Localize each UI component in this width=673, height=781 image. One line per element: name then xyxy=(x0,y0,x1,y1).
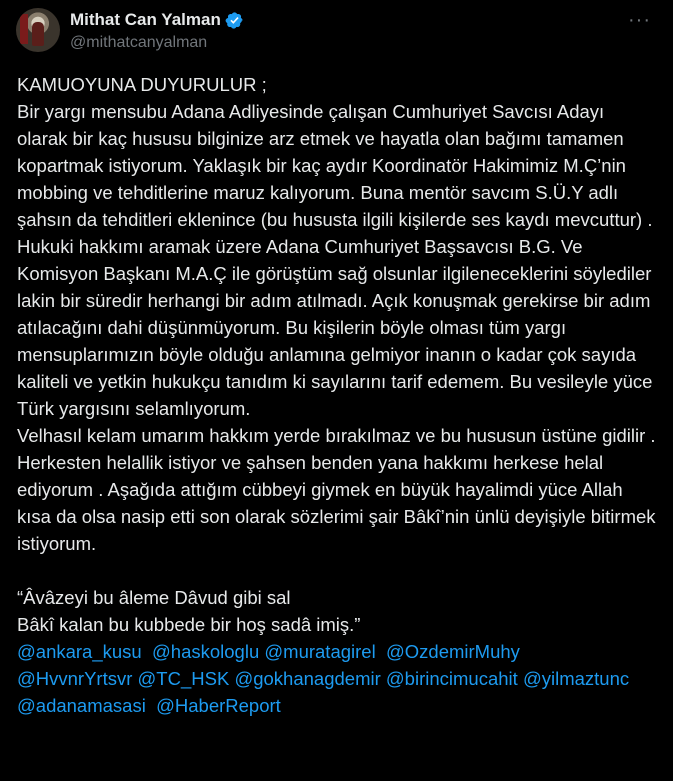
tweet-paragraph: Herkesten helallik istiyor ve şahsen benden yana hakkımı herkese helal ediyorum . Aşağıda attığım cübbeyi giymek en büyük hayalimdi yüce Allah kısa da olsa nasip etti son olarak sözlerimi şair Bâkî’nin ünlü deyişiyle bitirmek istiyorum. xyxy=(17,452,656,554)
mention-link[interactable]: @ankara_kusu xyxy=(17,641,142,662)
quote-line: “Âvâzeyi bu âleme Dâvud gibi sal xyxy=(17,587,291,608)
tweet-header xyxy=(0,0,673,64)
mention-link[interactable]: @adanamasasi xyxy=(17,695,146,716)
mention-link[interactable]: @yilmaztunc xyxy=(522,668,630,689)
mention-link[interactable]: @TC_HSK xyxy=(137,668,230,689)
mention-link[interactable]: @OzdemirMuhy xyxy=(385,641,520,662)
mention-link[interactable]: @HaberReport xyxy=(156,695,281,716)
avatar-flag-shape xyxy=(20,14,28,44)
mentions-line xyxy=(17,638,657,665)
paragraph-gap xyxy=(17,557,657,584)
more-horizontal-icon[interactable]: ··· xyxy=(628,9,651,31)
tweet-paragraph: Bir yargı mensubu Adana Adliyesinde çalışan Cumhuriyet Savcısı Adayı olarak bir kaç hususu bilginize arz etmek ve hayatla olan bağımı tamamen kopartmak istiyorum. Yaklaşık bir kaç aydır Koordinatör Hakimimiz M.Ç’nin mobbing ve tehditlerine maruz kalıyorum. Buna mentör savcım S.Ü.Y adlı şahsın da tehditleri eklenince (bu hususta ilgili kişilerde ses kaydı mevcuttur) . Hukuki hakkımı aramak üzere Adana Cumhuriyet Başsavcısı B.G. Ve Komisyon Başkanı M.A.Ç ile görüştüm sağ olsunlar ilgileneceklerini söylediler lakin bir süredir herhangi bir adım atılmadı. Açık konuşmak gerekirse bir adım atılacağını dahi düşünmüyorum. Bu kişilerin böyle olması tüm yargı mensuplarımızın böyle olduğu anlamına gelmiyor inanın o kadar çok sayıda kaliteli ve yetkin hukukçu tanıdım ki sayılarını tarif edemem. Bu vesileyle yüce Türk yargısını selamlıyorum. xyxy=(17,101,653,419)
tweet-text xyxy=(17,71,657,719)
mention-link[interactable]: @birincimucahit xyxy=(385,668,518,689)
mention-link[interactable]: @HvvnrYrtsvr xyxy=(17,668,133,689)
author-display-name[interactable]: Mithat Can Yalman xyxy=(70,10,221,29)
tweet-paragraph: Velhasıl kelam umarım hakkım yerde bırakılmaz ve bu hususun üstüne gidilir . xyxy=(17,425,656,446)
quote-line: Bâkî kalan bu kubbede bir hoş sadâ imiş.” xyxy=(17,614,361,635)
avatar[interactable] xyxy=(16,8,60,52)
mentions-line xyxy=(17,692,657,719)
tweet-paragraph: KAMUOYUNA DUYURULUR ; xyxy=(17,74,267,95)
avatar-figure-shape xyxy=(32,22,44,46)
mention-link[interactable]: @muratagirel xyxy=(264,641,376,662)
verified-badge-icon xyxy=(225,11,244,30)
mention-link[interactable]: @haskologlu xyxy=(152,641,260,662)
author-handle[interactable]: @mithatcanyalman xyxy=(70,34,208,51)
mentions-line xyxy=(17,665,657,692)
author-name-row xyxy=(70,10,244,30)
mention-link[interactable]: @gokhanagdemir xyxy=(234,668,381,689)
